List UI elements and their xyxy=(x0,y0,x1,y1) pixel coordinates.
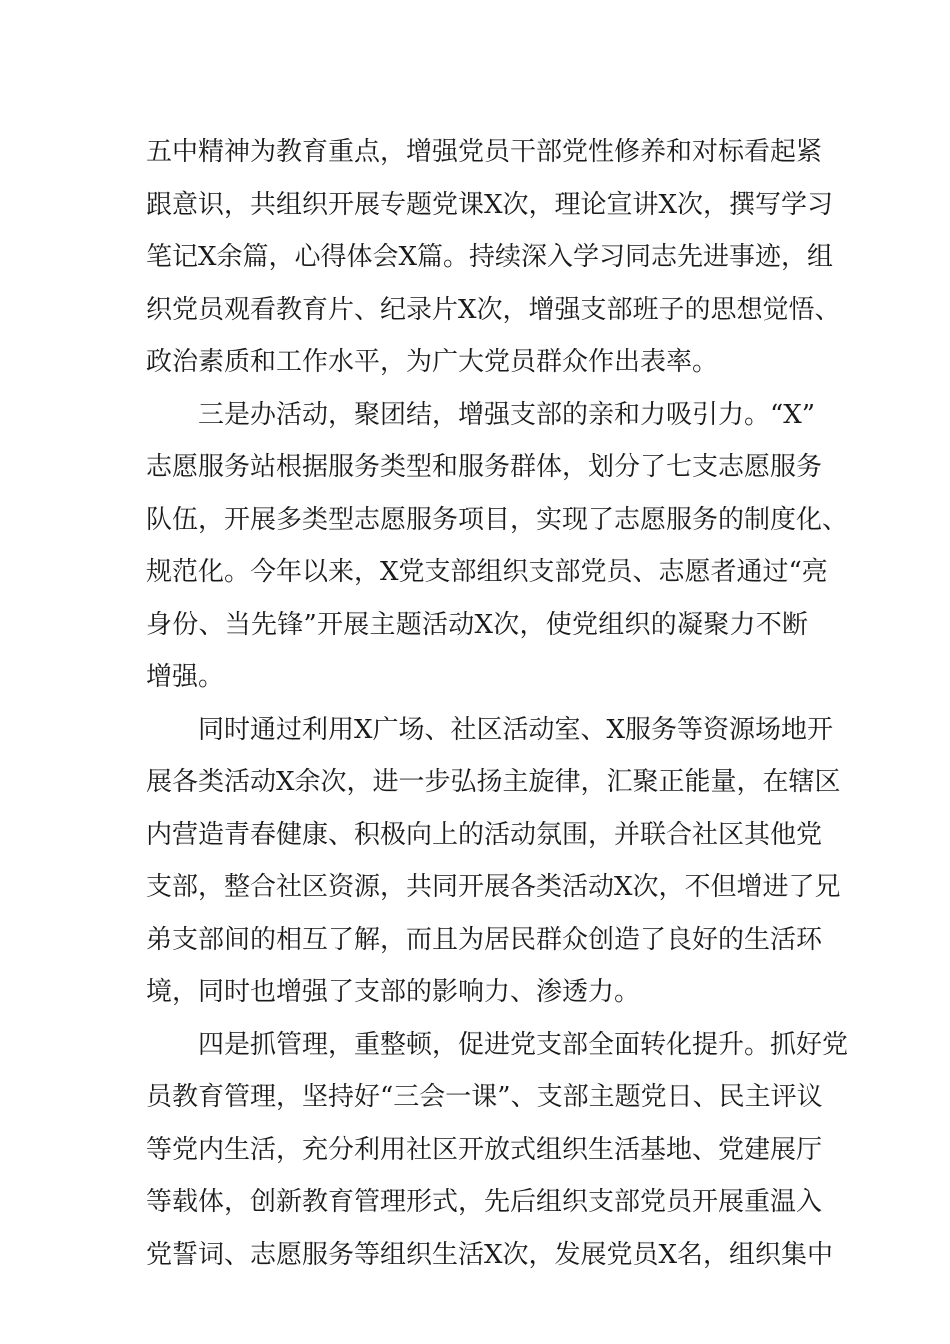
text-line: 规范化。今年以来，X党支部组织支部党员、志愿者通过“亮 xyxy=(146,557,828,587)
text-line: 党誓词、志愿服务等组织生活X次，发展党员X名，组织集中 xyxy=(146,1239,834,1270)
text-line: 等党内生活，充分利用社区开放式组织生活基地、党建展厅 xyxy=(146,1134,823,1165)
paragraph-start-line: 三是办活动，聚团结，增强支部的亲和力吸引力。“X” xyxy=(198,399,816,430)
text-line: 内营造青春健康、积极向上的活动氛围，并联合社区其他党 xyxy=(146,819,823,850)
paragraph-start-line: 四是抓管理，重整顿，促进党支部全面转化提升。抓好党 xyxy=(198,1029,849,1060)
text-line: 员教育管理，坚持好“三会一课”、支部主题党日、民主评议 xyxy=(146,1082,823,1112)
text-line: 支部，整合社区资源，共同开展各类活动X次，不但增进了兄 xyxy=(146,872,841,902)
text-line: 织党员观看教育片、纪录片X次，增强支部班子的思想觉悟、 xyxy=(146,294,841,325)
text-line: 弟支部间的相互了解，而且为居民群众创造了良好的生活环 xyxy=(146,924,823,955)
text-line: 五中精神为教育重点，增强党员干部党性修养和对标看起紧 xyxy=(146,137,823,167)
paragraph-start-line: 同时通过利用X广场、社区活动室、X服务等资源场地开 xyxy=(198,714,834,745)
text-line: 身份、当先锋”开展主题活动X次，使党组织的凝聚力不断 xyxy=(146,609,808,640)
text-line: 境，同时也增强了支部的影响力、渗透力。 xyxy=(146,977,641,1007)
text-line: 队伍，开展多类型志愿服务项目，实现了志愿服务的制度化、 xyxy=(146,504,849,535)
text-line: 跟意识，共组织开展专题党课X次，理论宣讲X次，撰写学习 xyxy=(146,189,834,220)
text-line: 笔记X余篇，心得体会X篇。持续深入学习同志先进事迹，组 xyxy=(146,242,834,272)
body-text xyxy=(146,126,849,1281)
text-line: 增强。 xyxy=(146,662,225,692)
text-line: 志愿服务站根据服务类型和服务群体，划分了七支志愿服务 xyxy=(146,452,823,482)
text-line: 等载体，创新教育管理形式，先后组织支部党员开展重温入 xyxy=(146,1187,823,1217)
text-line: 展各类活动X余次，进一步弘扬主旋律，汇聚正能量，在辖区 xyxy=(146,767,841,797)
text-line: 政治素质和工作水平，为广大党员群众作出表率。 xyxy=(146,347,719,377)
